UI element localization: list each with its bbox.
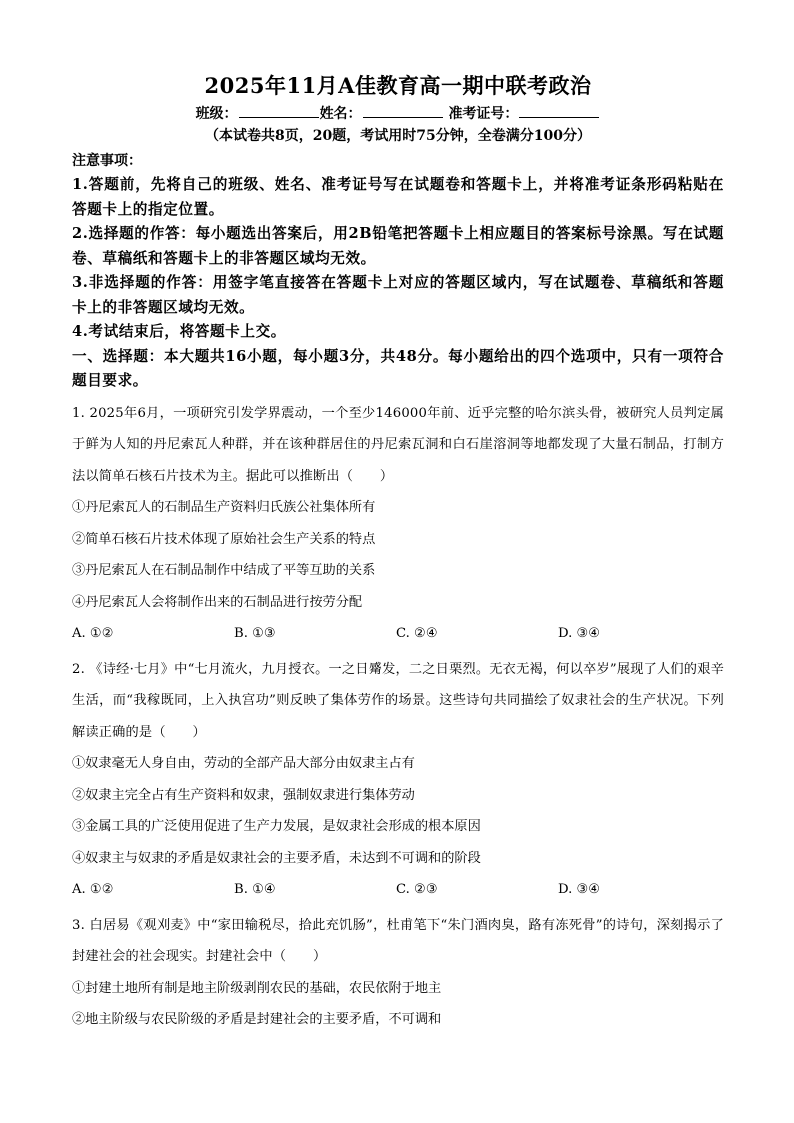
- section-heading: 一、选择题：本大题共16小题，每小题3分，共48分。每小题给出的四个选项中，只有一项符合题目要求。: [72, 347, 724, 389]
- question-2-stem: 2. 《诗经·七月》中“七月流火，九月授衣。一之日觱发，二之日栗烈。无衣无褐，何以卒岁”展现了人们的艰辛生活，而“我稼既同，上入执宫功”则反映了集体劳作的场景。这些诗句共同描绘了奴隶社会的生产状况。下列解读正确的是（ ）: [72, 661, 724, 740]
- choice-d[interactable]: D. ③④: [558, 626, 601, 641]
- question-2-option: ②奴隶主完全占有生产资料和奴隶，强制奴隶进行集体劳动: [72, 787, 415, 803]
- choice-a[interactable]: A. ①②: [72, 882, 114, 897]
- question-2-option: ①奴隶毫无人身自由，劳动的全部产品大部分由奴隶主占有: [72, 756, 415, 771]
- choice-c[interactable]: C. ②④: [396, 626, 438, 641]
- question-3-option: ②地主阶级与农民阶级的矛盾是封建社会的主要矛盾，不可调和: [72, 1012, 442, 1027]
- question-1-choices: [72, 618, 724, 650]
- notes-heading: 注意事项：: [72, 153, 142, 169]
- exam-title: 2025年11月A佳教育高一期中联考政治: [204, 73, 592, 98]
- question-2-choices: [72, 874, 724, 906]
- note-item: 3.非选择题的作答：用签字笔直接答在答题卡上对应的答题区域内，写在试题卷、草稿纸和答题卡上的非答题区域均无效。: [72, 274, 724, 316]
- note-item: 2.选择题的作答：每小题选出答案后，用2B铅笔把答题卡上相应题目的答案标号涂黑。写在试题卷、草稿纸和答题卡上的非答题区域均无效。: [72, 225, 724, 267]
- choice-c[interactable]: C. ②③: [396, 882, 438, 897]
- choice-a[interactable]: A. ①②: [72, 626, 114, 641]
- question-2-option: ③金属工具的广泛使用促进了生产力发展，是奴隶社会形成的根本原因: [72, 819, 481, 834]
- exam-note: （本试卷共8页，20题，考试用时75分钟，全卷满分100分）: [205, 128, 591, 144]
- id-blank[interactable]: [519, 104, 599, 118]
- choice-b[interactable]: B. ①④: [234, 882, 276, 897]
- question-1-option: ③丹尼索瓦人在石制品制作中结成了平等互助的关系: [72, 563, 376, 578]
- name-blank[interactable]: [363, 104, 443, 118]
- note-item: 4.考试结束后，将答题卡上交。: [72, 323, 286, 340]
- question-1-option: ④丹尼索瓦人会将制作出来的石制品进行按劳分配: [72, 594, 363, 610]
- choice-d[interactable]: D. ③④: [558, 882, 601, 897]
- question-2-option: ④奴隶主与奴隶的矛盾是奴隶社会的主要矛盾，未达到不可调和的阶段: [72, 850, 481, 866]
- question-3-option: ①封建土地所有制是地主阶级剥削农民的基础，农民依附于地主: [72, 980, 442, 996]
- choice-b[interactable]: B. ①③: [234, 626, 276, 641]
- student-info-line: [72, 103, 724, 125]
- class-blank[interactable]: [239, 104, 319, 118]
- id-label: 准考证号：: [448, 106, 519, 122]
- question-1-option: ②简单石核石片技术体现了原始社会生产关系的特点: [72, 531, 376, 547]
- note-item: 1.答题前，先将自己的班级、姓名、准考证号写在试题卷和答题卡上，并将准考证条形码粘贴在答题卡上的指定位置。: [72, 176, 724, 218]
- question-1-option: ①丹尼索瓦人的石制品生产资料归氏族公社集体所有: [72, 500, 376, 515]
- question-1-stem: 1. 2025年6月，一项研究引发学界震动，一个至少146000年前、近乎完整的哈尔滨头骨，被研究人员判定属于鲜为人知的丹尼索瓦人种群，并在该种群居住的丹尼索瓦洞和白石崖溶洞等地都发现了大量石制品，打制方法以简单石核石片技术为主。据此可以推断出（ ）: [72, 405, 724, 484]
- name-label: 姓名：: [319, 106, 362, 122]
- question-3-stem: 3. 白居易《观刈麦》中“家田输税尽，拾此充饥肠”，杜甫笔下“朱门酒肉臭，路有冻死骨”的诗句，深刻揭示了封建社会的社会现实。封建社会中（ ）: [72, 917, 724, 964]
- class-label: 班级：: [195, 106, 238, 122]
